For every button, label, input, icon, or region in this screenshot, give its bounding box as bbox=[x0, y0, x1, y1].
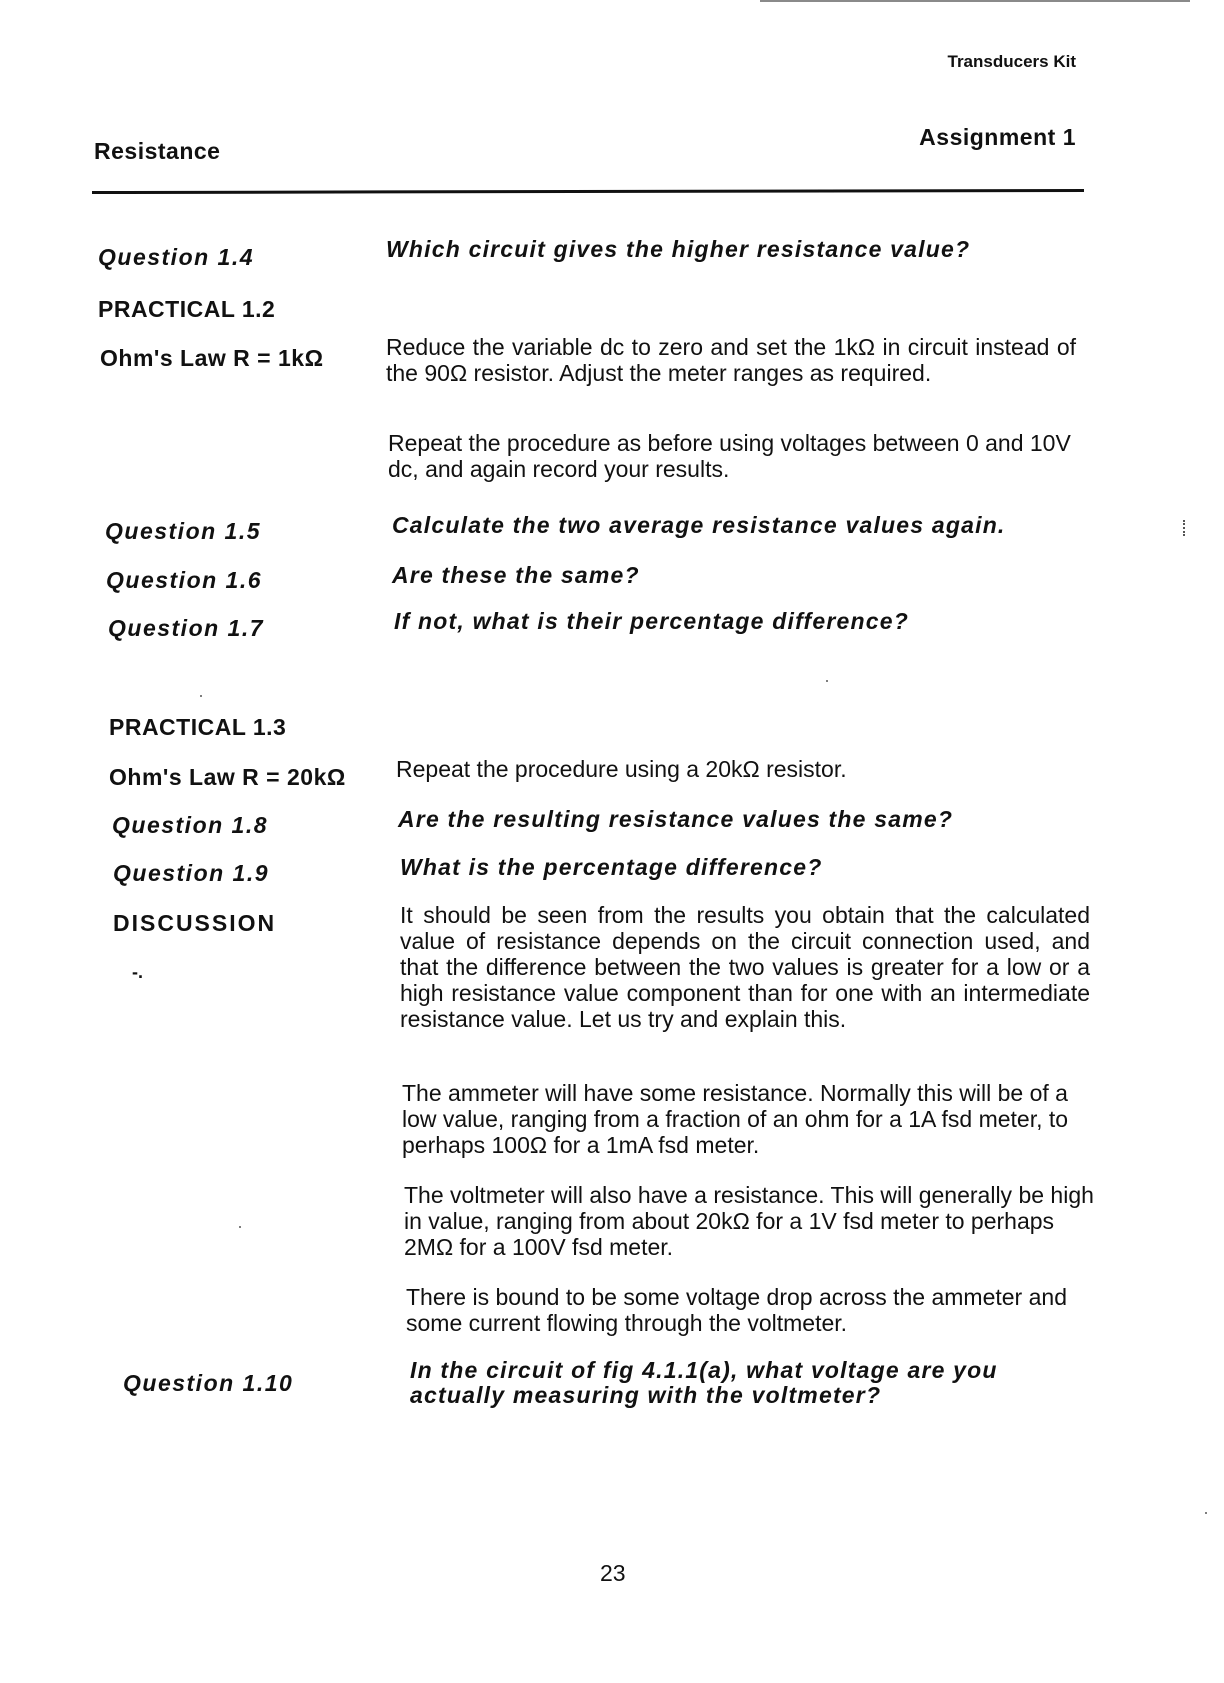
assignment-label: Assignment 1 bbox=[919, 124, 1076, 150]
question-text: Calculate the two average resistance values again. bbox=[392, 512, 1006, 538]
page-number: 23 bbox=[600, 1560, 626, 1586]
question-label: Question 1.9 bbox=[113, 860, 270, 886]
question-label: Question 1.10 bbox=[123, 1370, 294, 1396]
question-text: Are the resulting resistance values the same? bbox=[398, 806, 954, 832]
stray-mark: -. bbox=[132, 962, 143, 982]
question-label: Question 1.4 bbox=[98, 244, 255, 270]
question-text: What is the percentage difference? bbox=[400, 854, 823, 880]
question-label: Question 1.6 bbox=[106, 567, 263, 593]
discussion-paragraph: It should be seen from the results you obtain that the calculated value of resistance depends on the circuit connection used, and that the difference between the two values is greater for a low or a high resistance value component than for one with an intermediate resistance value. Let us try and explain this. bbox=[400, 902, 1090, 1032]
question-text: Which circuit gives the higher resistance value? bbox=[386, 236, 971, 262]
question-label: Question 1.5 bbox=[105, 518, 262, 544]
scan-edge-line bbox=[760, 0, 1190, 2]
ohms-law-label: Ohm's Law R = 1kΩ bbox=[100, 345, 324, 371]
procedure-paragraph: Reduce the variable dc to zero and set the 1kΩ in circuit instead of the 90Ω resistor. Adjust the meter ranges as required. bbox=[386, 334, 1076, 386]
discussion-paragraph: The ammeter will have some resistance. Normally this will be of a low value, ranging from a fraction of an ohm for a 1A fsd meter, to perhaps 100Ω for a 1mA fsd meter. bbox=[402, 1080, 1069, 1158]
question-label: Question 1.7 bbox=[108, 615, 265, 641]
discussion-paragraph: There is bound to be some voltage drop across the ammeter and some current flowing through the voltmeter. bbox=[406, 1284, 1067, 1336]
procedure-paragraph: Repeat the procedure as before using voltages between 0 and 10V dc, and again record your results. bbox=[388, 430, 1071, 482]
scan-speck bbox=[826, 680, 828, 682]
section-title: Resistance bbox=[94, 138, 221, 164]
question-text: If not, what is their percentage difference? bbox=[394, 608, 910, 634]
question-text: Are these the same? bbox=[392, 562, 640, 588]
procedure-paragraph: Repeat the procedure using a 20kΩ resistor. bbox=[396, 756, 847, 782]
discussion-heading: DISCUSSION bbox=[113, 910, 277, 936]
discussion-paragraph: The voltmeter will also have a resistance. This will generally be high in value, ranging from about 20kΩ for a 1V fsd meter to perhaps 2MΩ for a 100V fsd meter. bbox=[404, 1182, 1094, 1260]
scan-speck bbox=[1205, 1512, 1207, 1514]
header-rule bbox=[92, 189, 1084, 194]
practical-heading: PRACTICAL 1.3 bbox=[109, 714, 287, 740]
ohms-law-label: Ohm's Law R = 20kΩ bbox=[109, 764, 346, 790]
practical-heading: PRACTICAL 1.2 bbox=[98, 296, 276, 322]
scan-speck bbox=[200, 695, 202, 697]
scan-speck bbox=[239, 1226, 241, 1228]
question-text: In the circuit of fig 4.1.1(a), what voltage are you actually measuring with the voltmeter? bbox=[410, 1357, 998, 1408]
margin-mark bbox=[1183, 520, 1189, 536]
kit-title: Transducers Kit bbox=[947, 52, 1076, 71]
question-label: Question 1.8 bbox=[112, 812, 269, 838]
